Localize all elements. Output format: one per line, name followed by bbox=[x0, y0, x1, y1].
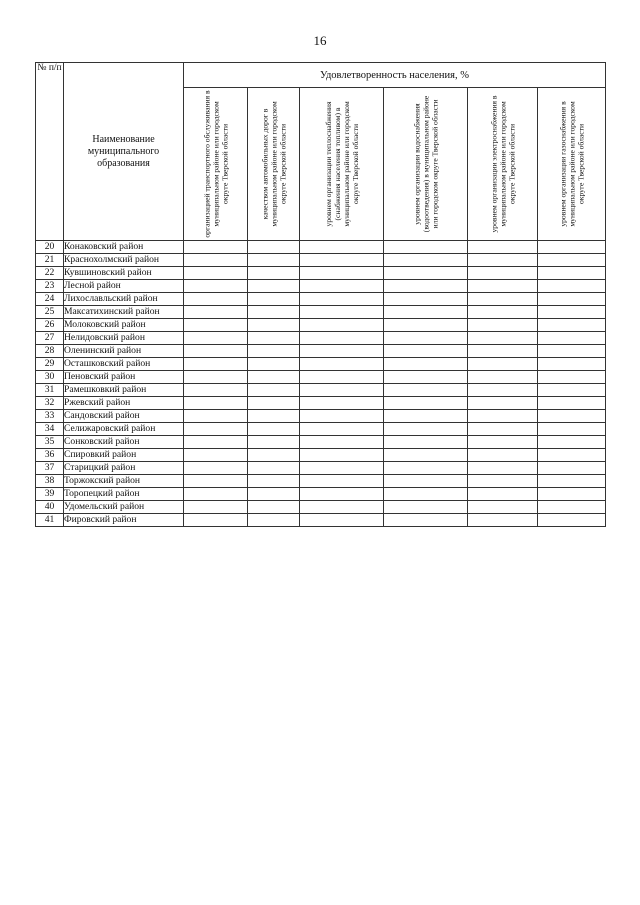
value-cell[interactable] bbox=[538, 514, 606, 527]
row-number: 22 bbox=[36, 267, 64, 280]
value-cell[interactable] bbox=[384, 280, 468, 293]
municipality-name: Сандовский район bbox=[64, 410, 184, 423]
value-cell[interactable] bbox=[184, 306, 248, 319]
table-row bbox=[36, 345, 606, 358]
value-cell[interactable] bbox=[384, 254, 468, 267]
value-cell[interactable] bbox=[184, 280, 248, 293]
table-row bbox=[36, 436, 606, 449]
value-cell[interactable] bbox=[468, 293, 538, 306]
value-cell[interactable] bbox=[468, 514, 538, 527]
value-cell[interactable] bbox=[248, 410, 300, 423]
row-number: 39 bbox=[36, 488, 64, 501]
value-cell[interactable] bbox=[538, 501, 606, 514]
value-cell[interactable] bbox=[300, 410, 384, 423]
municipality-name: Нелидовский район bbox=[64, 332, 184, 345]
municipality-name: Торопецкий район bbox=[64, 488, 184, 501]
table-row bbox=[36, 319, 606, 332]
row-number: 20 bbox=[36, 241, 64, 254]
value-cell[interactable] bbox=[300, 293, 384, 306]
value-cell[interactable] bbox=[184, 475, 248, 488]
value-cell[interactable] bbox=[184, 449, 248, 462]
value-cell[interactable] bbox=[384, 384, 468, 397]
value-cell[interactable] bbox=[300, 514, 384, 527]
column-header-label: уровнем организации газоснабжения в муниципальном районе или городском округе Тверской области bbox=[558, 101, 585, 227]
value-cell[interactable] bbox=[184, 488, 248, 501]
row-number: 40 bbox=[36, 501, 64, 514]
value-cell[interactable] bbox=[248, 384, 300, 397]
municipality-name: Лихославльский район bbox=[64, 293, 184, 306]
table-row bbox=[36, 423, 606, 436]
column-header-6 bbox=[538, 88, 606, 241]
row-number: 33 bbox=[36, 410, 64, 423]
value-cell[interactable] bbox=[468, 241, 538, 254]
value-cell[interactable] bbox=[384, 514, 468, 527]
table-row bbox=[36, 358, 606, 371]
value-cell[interactable] bbox=[538, 462, 606, 475]
value-cell[interactable] bbox=[248, 280, 300, 293]
municipality-name: Оленинский район bbox=[64, 345, 184, 358]
value-cell[interactable] bbox=[538, 397, 606, 410]
value-cell[interactable] bbox=[468, 345, 538, 358]
value-cell[interactable] bbox=[248, 475, 300, 488]
value-cell[interactable] bbox=[538, 436, 606, 449]
value-cell[interactable] bbox=[384, 267, 468, 280]
value-cell[interactable] bbox=[538, 449, 606, 462]
value-cell[interactable] bbox=[248, 423, 300, 436]
value-cell[interactable] bbox=[184, 423, 248, 436]
value-cell[interactable] bbox=[184, 384, 248, 397]
row-number: 31 bbox=[36, 384, 64, 397]
value-cell[interactable] bbox=[248, 436, 300, 449]
table-row bbox=[36, 332, 606, 345]
municipality-name: Молоковский район bbox=[64, 319, 184, 332]
table-row bbox=[36, 241, 606, 254]
value-cell[interactable] bbox=[248, 449, 300, 462]
value-cell[interactable] bbox=[300, 332, 384, 345]
value-cell[interactable] bbox=[468, 358, 538, 371]
value-cell[interactable] bbox=[384, 293, 468, 306]
value-cell[interactable] bbox=[468, 384, 538, 397]
value-cell[interactable] bbox=[300, 306, 384, 319]
row-number: 38 bbox=[36, 475, 64, 488]
value-cell[interactable] bbox=[300, 319, 384, 332]
table-row bbox=[36, 462, 606, 475]
value-cell[interactable] bbox=[468, 449, 538, 462]
value-cell[interactable] bbox=[184, 345, 248, 358]
column-header-label: уровнем организации теплоснабжения (снабжения населения топливом) в муниципальном районе или городском округе Тверской области bbox=[323, 101, 360, 227]
municipality-name: Кувшиновский район bbox=[64, 267, 184, 280]
municipality-name: Краснохолмский район bbox=[64, 254, 184, 267]
column-header-5 bbox=[468, 88, 538, 241]
value-cell[interactable] bbox=[538, 358, 606, 371]
value-cell[interactable] bbox=[384, 436, 468, 449]
value-cell[interactable] bbox=[248, 254, 300, 267]
header-row-top bbox=[36, 63, 606, 88]
value-cell[interactable] bbox=[468, 280, 538, 293]
municipality-name: Лесной район bbox=[64, 280, 184, 293]
column-header-4 bbox=[384, 88, 468, 241]
table-row bbox=[36, 254, 606, 267]
row-number: 35 bbox=[36, 436, 64, 449]
municipality-name: Селижаровский район bbox=[64, 423, 184, 436]
value-cell[interactable] bbox=[184, 267, 248, 280]
value-cell[interactable] bbox=[300, 371, 384, 384]
value-cell[interactable] bbox=[300, 436, 384, 449]
municipality-name: Спировкий район bbox=[64, 449, 184, 462]
row-number: 41 bbox=[36, 514, 64, 527]
value-cell[interactable] bbox=[384, 488, 468, 501]
value-cell[interactable] bbox=[248, 462, 300, 475]
value-cell[interactable] bbox=[384, 462, 468, 475]
value-cell[interactable] bbox=[184, 254, 248, 267]
municipality-name: Удомельский район bbox=[64, 501, 184, 514]
row-number: 37 bbox=[36, 462, 64, 475]
table-row bbox=[36, 293, 606, 306]
value-cell[interactable] bbox=[538, 423, 606, 436]
value-cell[interactable] bbox=[468, 254, 538, 267]
value-cell[interactable] bbox=[184, 332, 248, 345]
table-row bbox=[36, 267, 606, 280]
value-cell[interactable] bbox=[384, 449, 468, 462]
value-cell[interactable] bbox=[248, 501, 300, 514]
column-header-label: организацией транспортного обслуживания в муниципальном районе или городском округе Тверской области bbox=[202, 90, 229, 238]
municipality-name: Ржевский район bbox=[64, 397, 184, 410]
municipality-name: Торжокский район bbox=[64, 475, 184, 488]
value-cell[interactable] bbox=[248, 345, 300, 358]
value-cell[interactable] bbox=[300, 280, 384, 293]
column-header-label: уровнем организации электроснабжения в муниципальном районе или городском округе Тверской области bbox=[489, 95, 516, 233]
value-cell[interactable] bbox=[468, 332, 538, 345]
value-cell[interactable] bbox=[300, 358, 384, 371]
value-cell[interactable] bbox=[538, 293, 606, 306]
table-row bbox=[36, 514, 606, 527]
value-cell[interactable] bbox=[538, 410, 606, 423]
value-cell[interactable] bbox=[468, 319, 538, 332]
value-cell[interactable] bbox=[248, 514, 300, 527]
row-number: 21 bbox=[36, 254, 64, 267]
row-number: 23 bbox=[36, 280, 64, 293]
table-row bbox=[36, 384, 606, 397]
value-cell[interactable] bbox=[248, 371, 300, 384]
column-header-label: уровнем организации водоснабжения (водоотведения) в муниципальном районе или городском округе Тверской области bbox=[412, 95, 439, 233]
value-cell[interactable] bbox=[384, 332, 468, 345]
column-header-number: № п/п bbox=[36, 63, 64, 241]
column-header-name: Наименование муниципального образования bbox=[64, 63, 184, 241]
value-cell[interactable] bbox=[384, 371, 468, 384]
row-number: 34 bbox=[36, 423, 64, 436]
municipality-name: Максатихинский район bbox=[64, 306, 184, 319]
value-cell[interactable] bbox=[468, 488, 538, 501]
column-header-1 bbox=[184, 88, 248, 241]
value-cell[interactable] bbox=[248, 293, 300, 306]
value-cell[interactable] bbox=[468, 410, 538, 423]
value-cell[interactable] bbox=[384, 306, 468, 319]
value-cell[interactable] bbox=[538, 475, 606, 488]
value-cell[interactable] bbox=[538, 371, 606, 384]
row-number: 25 bbox=[36, 306, 64, 319]
value-cell[interactable] bbox=[248, 332, 300, 345]
value-cell[interactable] bbox=[468, 397, 538, 410]
value-cell[interactable] bbox=[184, 358, 248, 371]
value-cell[interactable] bbox=[248, 241, 300, 254]
value-cell[interactable] bbox=[300, 475, 384, 488]
table-row bbox=[36, 501, 606, 514]
table-row bbox=[36, 397, 606, 410]
value-cell[interactable] bbox=[468, 267, 538, 280]
table-row bbox=[36, 410, 606, 423]
row-number: 26 bbox=[36, 319, 64, 332]
value-cell[interactable] bbox=[300, 267, 384, 280]
value-cell[interactable] bbox=[384, 423, 468, 436]
value-cell[interactable] bbox=[248, 319, 300, 332]
row-number: 30 bbox=[36, 371, 64, 384]
value-cell[interactable] bbox=[538, 345, 606, 358]
value-cell[interactable] bbox=[184, 410, 248, 423]
value-cell[interactable] bbox=[384, 345, 468, 358]
municipality-name: Конаковский район bbox=[64, 241, 184, 254]
value-cell[interactable] bbox=[468, 371, 538, 384]
municipality-name: Старицкий район bbox=[64, 462, 184, 475]
satisfaction-table bbox=[35, 62, 606, 527]
column-header-2 bbox=[248, 88, 300, 241]
value-cell[interactable] bbox=[184, 501, 248, 514]
value-cell[interactable] bbox=[468, 423, 538, 436]
value-cell[interactable] bbox=[184, 241, 248, 254]
value-cell[interactable] bbox=[468, 436, 538, 449]
value-cell[interactable] bbox=[248, 306, 300, 319]
value-cell[interactable] bbox=[468, 462, 538, 475]
value-cell[interactable] bbox=[538, 267, 606, 280]
value-cell[interactable] bbox=[384, 241, 468, 254]
value-cell[interactable] bbox=[248, 267, 300, 280]
value-cell[interactable] bbox=[538, 254, 606, 267]
municipality-name: Рамешковкий район bbox=[64, 384, 184, 397]
table-row bbox=[36, 280, 606, 293]
value-cell[interactable] bbox=[384, 501, 468, 514]
municipality-name: Осташковский район bbox=[64, 358, 184, 371]
value-cell[interactable] bbox=[384, 319, 468, 332]
row-number: 28 bbox=[36, 345, 64, 358]
value-cell[interactable] bbox=[538, 332, 606, 345]
page-number: 16 bbox=[313, 33, 327, 48]
value-cell[interactable] bbox=[184, 514, 248, 527]
value-cell[interactable] bbox=[300, 462, 384, 475]
municipality-name: Пеновский район bbox=[64, 371, 184, 384]
value-cell[interactable] bbox=[538, 319, 606, 332]
value-cell[interactable] bbox=[300, 397, 384, 410]
value-cell[interactable] bbox=[248, 488, 300, 501]
value-cell[interactable] bbox=[184, 293, 248, 306]
row-number: 29 bbox=[36, 358, 64, 371]
value-cell[interactable] bbox=[384, 358, 468, 371]
value-cell[interactable] bbox=[184, 462, 248, 475]
table-row bbox=[36, 306, 606, 319]
value-cell[interactable] bbox=[184, 436, 248, 449]
value-cell[interactable] bbox=[184, 371, 248, 384]
municipality-name: Сонковский район bbox=[64, 436, 184, 449]
value-cell[interactable] bbox=[300, 384, 384, 397]
value-cell[interactable] bbox=[538, 384, 606, 397]
row-number: 32 bbox=[36, 397, 64, 410]
value-cell[interactable] bbox=[538, 280, 606, 293]
value-cell[interactable] bbox=[300, 345, 384, 358]
value-cell[interactable] bbox=[468, 501, 538, 514]
value-cell[interactable] bbox=[538, 306, 606, 319]
value-cell[interactable] bbox=[538, 241, 606, 254]
value-cell[interactable] bbox=[468, 475, 538, 488]
value-cell[interactable] bbox=[300, 449, 384, 462]
row-number: 27 bbox=[36, 332, 64, 345]
value-cell[interactable] bbox=[384, 410, 468, 423]
value-cell[interactable] bbox=[248, 397, 300, 410]
table-body bbox=[36, 241, 606, 527]
table-row bbox=[36, 488, 606, 501]
table-row bbox=[36, 449, 606, 462]
column-header-label: качеством автомобильных дорог в муниципальном районе или городском округе Тверской области bbox=[260, 101, 287, 227]
value-cell[interactable] bbox=[384, 475, 468, 488]
value-cell[interactable] bbox=[184, 397, 248, 410]
value-cell[interactable] bbox=[468, 306, 538, 319]
value-cell[interactable] bbox=[300, 501, 384, 514]
table-row bbox=[36, 371, 606, 384]
table-row bbox=[36, 475, 606, 488]
value-cell[interactable] bbox=[300, 254, 384, 267]
column-group-header: Удовлетворенность населения, % bbox=[184, 63, 606, 88]
value-cell[interactable] bbox=[248, 358, 300, 371]
row-number: 36 bbox=[36, 449, 64, 462]
municipality-name: Фировский район bbox=[64, 514, 184, 527]
value-cell[interactable] bbox=[538, 488, 606, 501]
row-number: 24 bbox=[36, 293, 64, 306]
value-cell[interactable] bbox=[300, 488, 384, 501]
value-cell[interactable] bbox=[384, 397, 468, 410]
value-cell[interactable] bbox=[184, 319, 248, 332]
value-cell[interactable] bbox=[300, 241, 384, 254]
column-header-3 bbox=[300, 88, 384, 241]
value-cell[interactable] bbox=[300, 423, 384, 436]
